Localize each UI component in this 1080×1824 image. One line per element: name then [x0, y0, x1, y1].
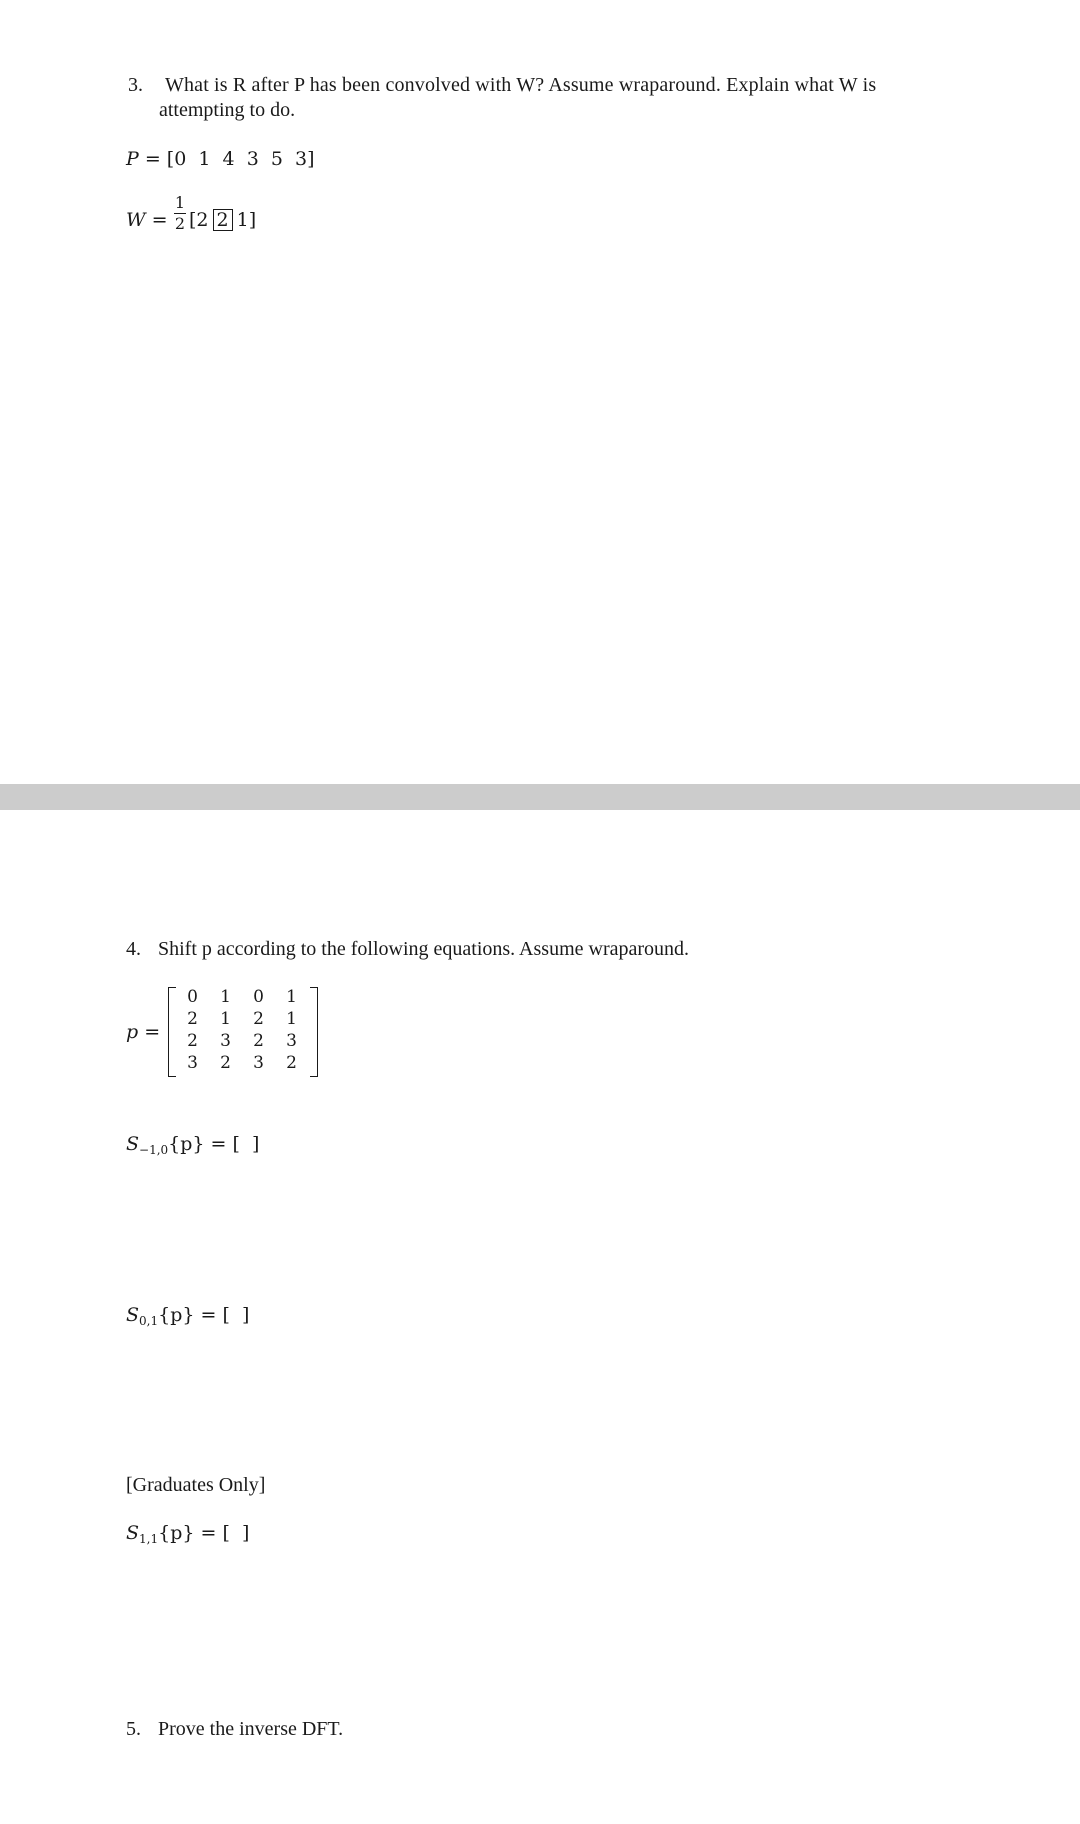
page-divider	[0, 784, 1080, 810]
shift2-answer: {p} = [ ]	[158, 1304, 250, 1326]
shift1-subscript: −1,0	[139, 1143, 169, 1157]
matrix-cell: 3	[253, 1053, 264, 1073]
q3-w-frac-den: 2	[174, 214, 186, 233]
q3-p-vector: = [0 1 4 3 5 3]	[144, 148, 315, 170]
shift1-answer: {p} = [ ]	[168, 1133, 260, 1155]
q4-matrix	[168, 987, 318, 1077]
q5-number: 5.	[126, 1718, 141, 1740]
q4-text: Shift p according to the following equations. Assume wraparound.	[158, 938, 690, 960]
shift2-symbol: S	[126, 1304, 140, 1326]
matrix-cell: 2	[286, 1053, 297, 1073]
q5-text: Prove the inverse DFT.	[158, 1718, 344, 1740]
q4-shift-0-1	[126, 1304, 249, 1328]
q3-w-vector	[189, 209, 256, 231]
matrix-cell: 2	[187, 1009, 198, 1029]
matrix-cell: 2	[187, 1031, 198, 1051]
q4-p-label: p =	[126, 1021, 161, 1043]
shift3-subscript: 1,1	[139, 1532, 159, 1546]
matrix-cell: 2	[253, 1009, 264, 1029]
matrix-cell: 3	[187, 1053, 198, 1073]
q4-number: 4.	[126, 938, 141, 960]
matrix-cell: 0	[253, 987, 264, 1007]
q3-p-equation	[126, 148, 315, 170]
matrix-grid	[176, 987, 308, 1075]
q3-w-open: [2	[189, 209, 209, 231]
matrix-cell: 0	[187, 987, 198, 1007]
shift3-symbol: S	[126, 1522, 140, 1544]
matrix-cell: 3	[220, 1031, 231, 1051]
q3-w-label: W	[126, 209, 146, 231]
matrix-cell: 2	[253, 1031, 264, 1051]
matrix-cell: 3	[286, 1031, 297, 1051]
matrix-cell: 1	[286, 987, 297, 1007]
shift2-subscript: 0,1	[139, 1314, 159, 1328]
q3-w-close: 1]	[236, 209, 257, 231]
q3-w-frac-num: 1	[174, 193, 186, 212]
matrix-cell: 1	[220, 987, 231, 1007]
matrix-right-bracket	[310, 987, 318, 1077]
q3-w-label-group	[126, 209, 168, 231]
q3-p-label: P	[126, 148, 139, 170]
matrix-cell: 1	[286, 1009, 297, 1029]
matrix-cell: 1	[220, 1009, 231, 1029]
q3-w-center-box: 2	[213, 209, 233, 231]
q4-graduates-only: [Graduates Only]	[126, 1474, 266, 1496]
q3-w-eq-sign: =	[151, 209, 168, 231]
q3-w-fraction	[174, 194, 186, 233]
shift3-answer: {p} = [ ]	[158, 1522, 250, 1544]
q3-text-line1: What is R after P has been convolved with W? Assume wraparound. Explain what W is	[165, 74, 877, 96]
matrix-left-bracket	[168, 987, 176, 1077]
q3-text-line2: attempting to do.	[159, 99, 296, 121]
q3-number: 3.	[128, 74, 143, 96]
q4-shift-minus1-0	[126, 1133, 259, 1157]
matrix-cell: 2	[220, 1053, 231, 1073]
q4-shift-1-1	[126, 1522, 249, 1546]
shift1-symbol: S	[126, 1133, 140, 1155]
